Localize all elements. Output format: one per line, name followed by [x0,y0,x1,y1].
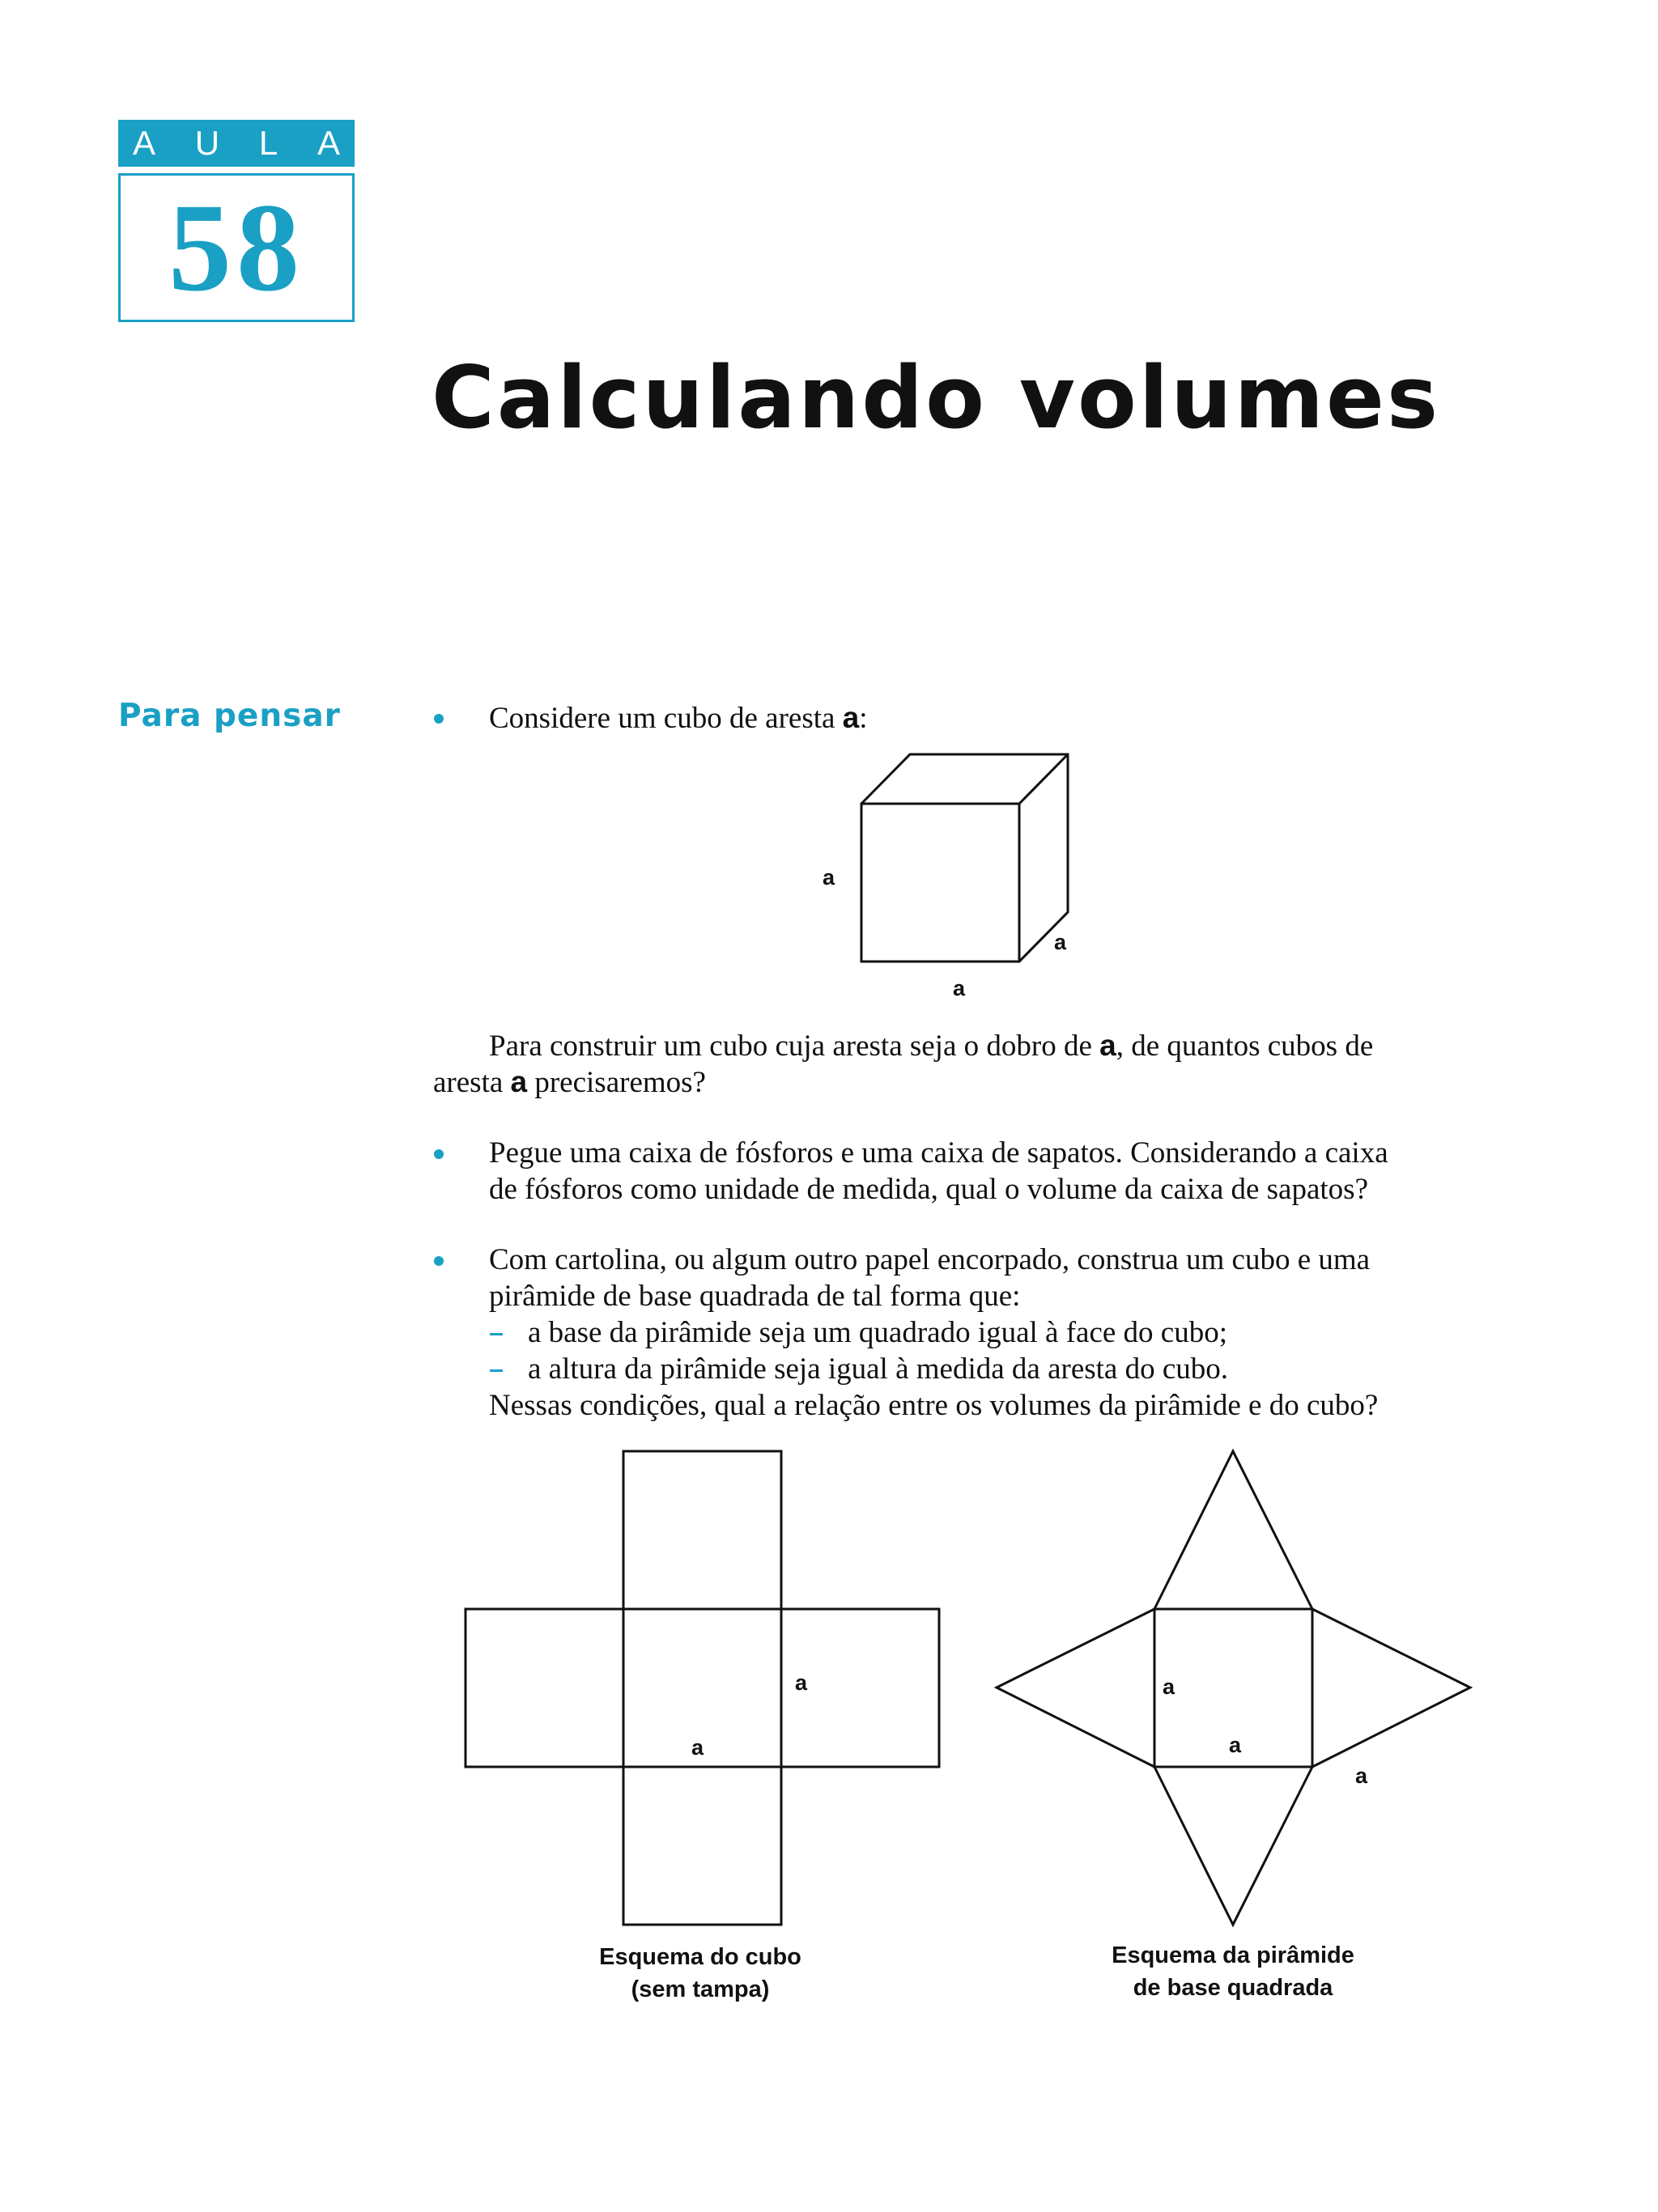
bullet3-dash-2: a altura da pirâmide seja igual à medida da aresta do cubo. [528,1352,1229,1386]
cube-label-height: a [823,865,835,889]
bullet2-line-2: de fósforos como unidade de medida, qual o volume da caixa de sapatos? [489,1173,1369,1206]
cube-net-caption-1: Esquema do cubo [599,1944,801,1970]
text: : [859,702,868,735]
pyramid-net-label-edge: a [1355,1764,1368,1788]
aula-letter: A [133,124,156,162]
pyramid-net-caption-2: de base quadrada [1133,1975,1333,2001]
variable-a: a [1099,1029,1116,1062]
aula-letter: A [317,124,340,162]
net-face-left [466,1609,623,1767]
cube-label-depth: a [1054,930,1067,954]
net-face-top [623,1451,781,1609]
text: Para construir um cubo cuja aresta seja o dobro de [489,1030,1100,1063]
cube-front-face [861,804,1019,962]
section-heading: Para pensar [118,698,341,734]
cube-net-caption-2: (sem tampa) [631,1976,770,2002]
pyramid-face-left [997,1609,1154,1767]
cube-top-right-edge [1019,754,1068,804]
text: aresta [433,1066,511,1099]
pyramid-net-label-base: a [1229,1733,1242,1757]
pyramid-net-caption-1: Esquema da pirâmide [1112,1942,1354,1968]
cube-drawing [861,754,1068,962]
bullet2-line-1: Pegue uma caixa de fósforos e uma caixa de sapatos. Considerando a caixa [489,1136,1388,1170]
pyramid-net-drawing [997,1451,1470,1925]
cube-label-width: a [953,976,966,1000]
cube-net-drawing [466,1451,939,1925]
variable-a: a [510,1065,528,1098]
aula-letter: U [194,124,220,162]
text: Considere um cubo de aresta [489,702,843,735]
pyramid-net-label-side: a [1163,1675,1175,1699]
lesson-number: 58 [168,177,304,317]
bullet3-line-2: pirâmide de base quadrada de tal forma que: [489,1280,1021,1313]
variable-a: a [842,701,860,734]
pyramid-face-bottom [1154,1767,1312,1925]
pyramid-face-right [1312,1609,1470,1767]
text: , de quantos cubos de [1116,1030,1374,1063]
bullet3-line-3: Nessas condições, qual a relação entre os volumes da pirâmide e do cubo? [489,1389,1379,1422]
bullet3-line-1: Com cartolina, ou algum outro papel encorpado, construa um cubo e uma [489,1243,1371,1276]
text: precisaremos? [527,1066,706,1099]
net-face-bottom [623,1767,781,1925]
pyramid-face-top [1154,1451,1312,1609]
bullet3-dash-1: a base da pirâmide seja um quadrado igual à face do cubo; [528,1316,1228,1349]
cube-net-label-base: a [691,1735,704,1760]
cube-net-label-side: a [795,1671,808,1695]
page-title: Calculando volumes [432,348,1441,448]
aula-letter: L [258,124,278,162]
